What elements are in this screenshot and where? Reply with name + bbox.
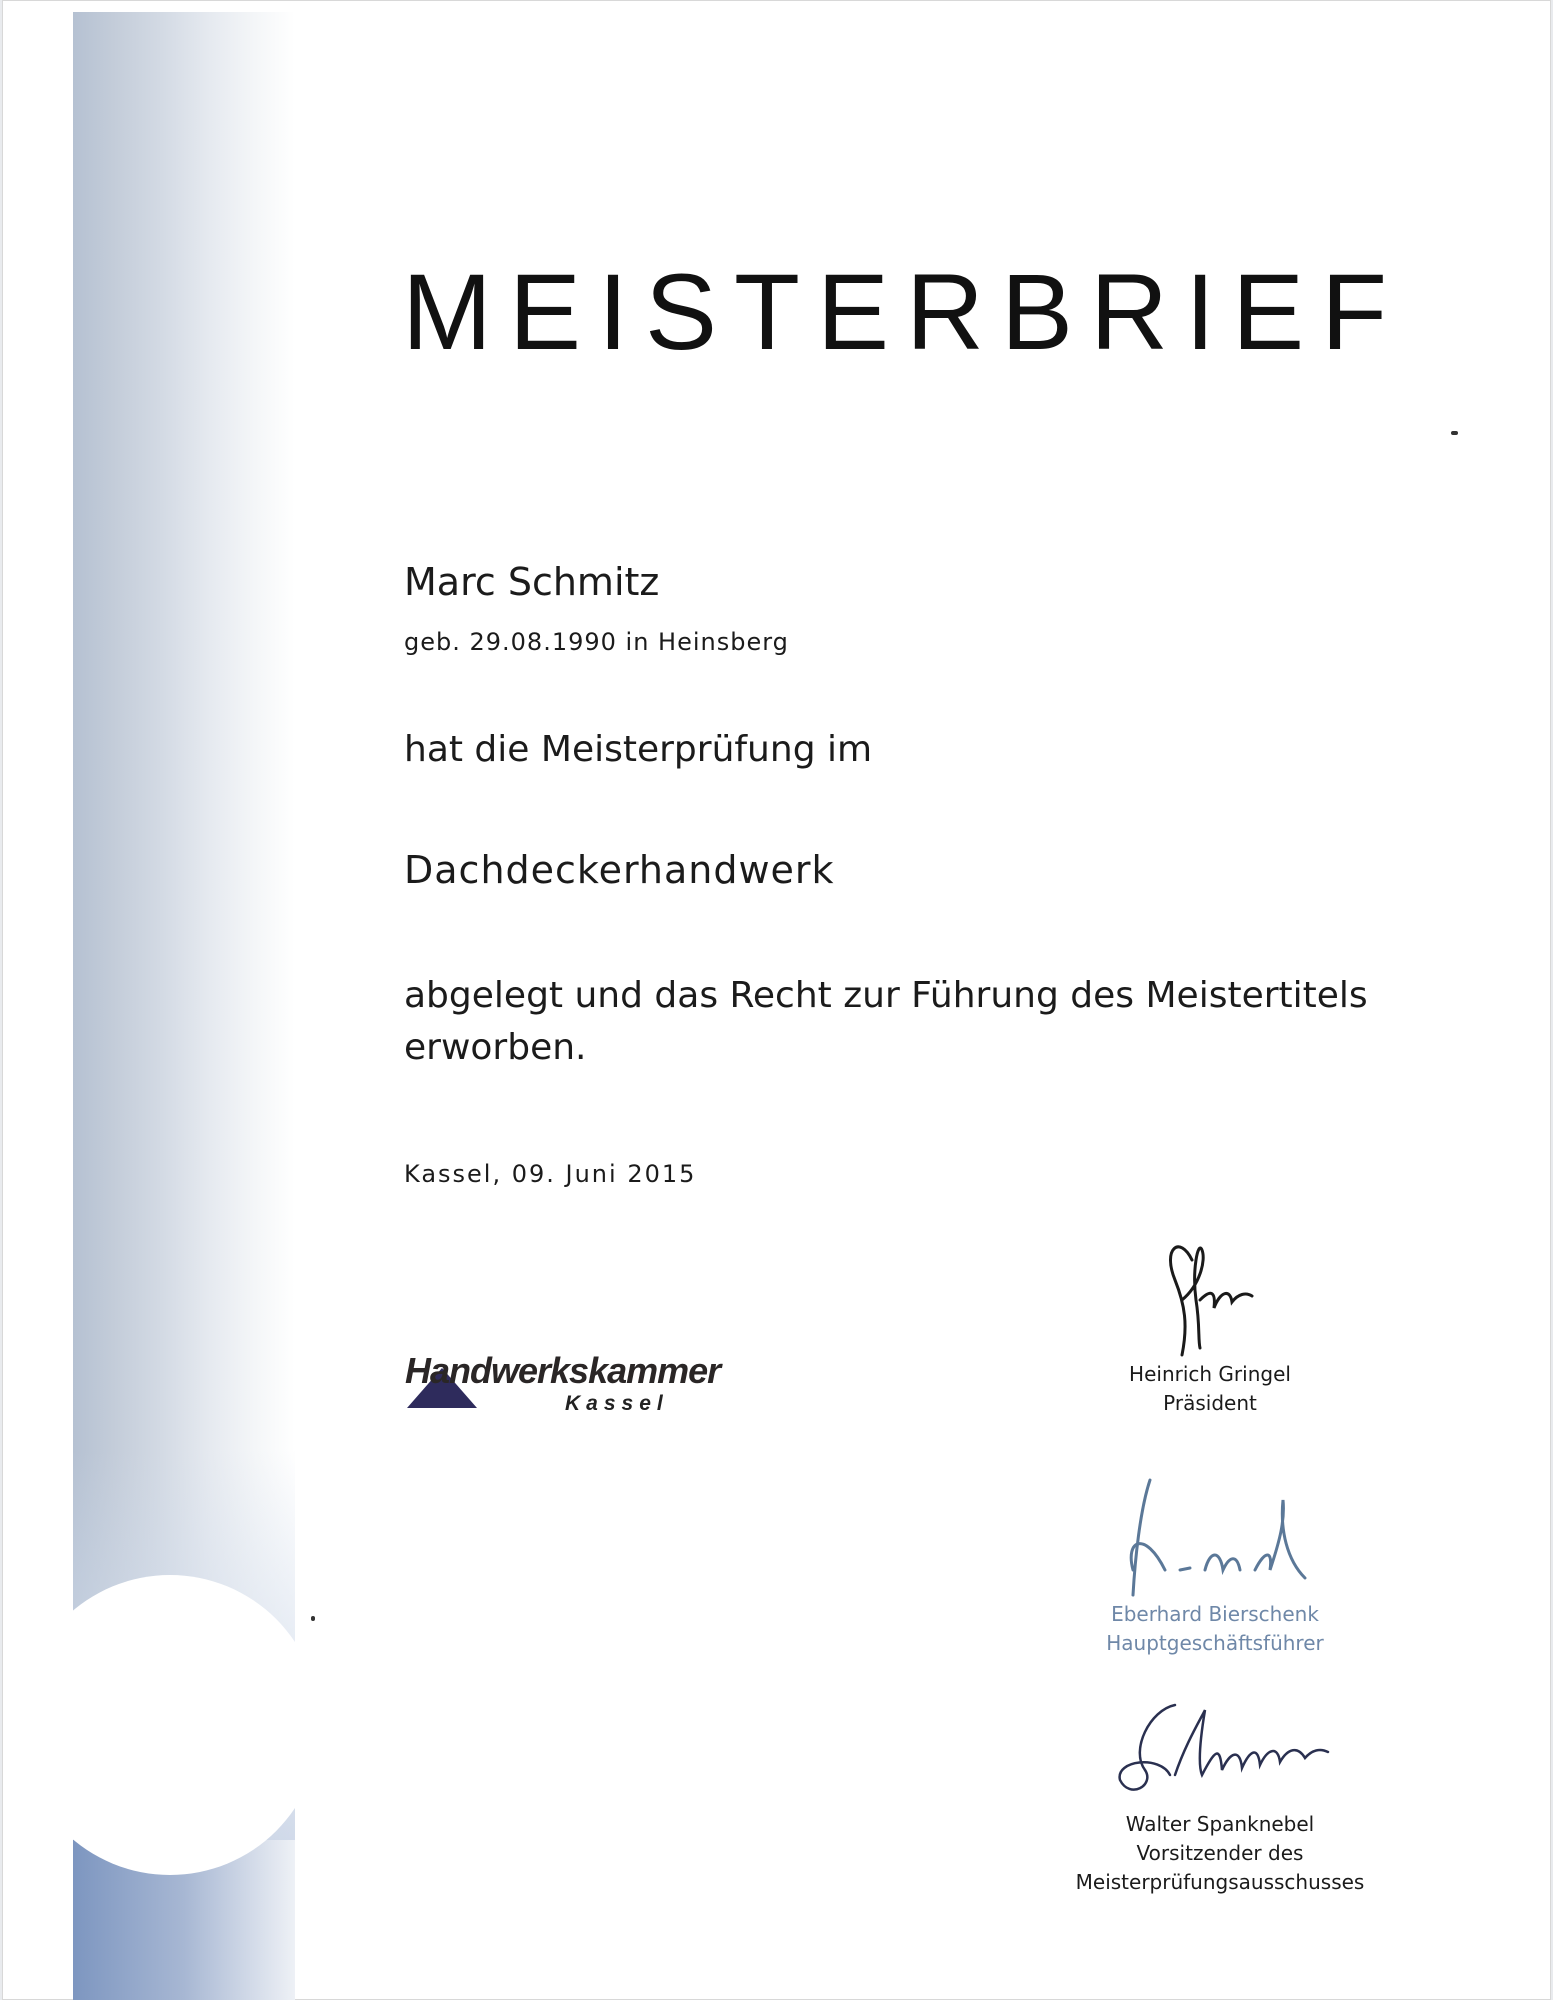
closing-line-2: erworben. xyxy=(404,1027,587,1068)
decorative-circle xyxy=(20,1575,320,1875)
signatory-name: Eberhard Bierschenk xyxy=(1111,1602,1319,1626)
signatory-role: Hauptgeschäftsführer xyxy=(1106,1631,1324,1655)
signature-gringel-icon xyxy=(1140,1230,1280,1360)
logo-wordmark: Handwerkskammer xyxy=(405,1350,721,1391)
closing-statement xyxy=(404,970,1404,1074)
signatory-name: Walter Spanknebel xyxy=(1125,1812,1315,1836)
trade-name: Dachdeckerhandwerk xyxy=(404,848,835,892)
exam-statement: hat die Meisterprüfung im xyxy=(404,729,873,770)
place-and-date: Kassel, 09. Juni 2015 xyxy=(404,1160,697,1188)
certificate-title: MEISTERBRIEF xyxy=(402,251,1405,372)
signatory-role: Präsident xyxy=(1163,1391,1257,1415)
paper-speck xyxy=(1451,431,1458,435)
signature-exam-chair xyxy=(1055,1690,1385,1897)
signature-managing-director xyxy=(1070,1470,1360,1658)
recipient-name: Marc Schmitz xyxy=(404,560,660,604)
signatory-role-line-1: Vorsitzender des xyxy=(1136,1841,1304,1865)
logo-city: Kassel xyxy=(565,1392,669,1415)
closing-line-1: abgelegt und das Recht zur Führung des Meistertitels xyxy=(404,975,1368,1016)
signature-bierschenk-icon xyxy=(1105,1470,1325,1600)
signature-president xyxy=(1080,1230,1340,1418)
handwerkskammer-logo xyxy=(405,1350,721,1425)
paper-speck xyxy=(311,1616,315,1621)
birth-info: geb. 29.08.1990 in Heinsberg xyxy=(404,628,789,656)
signature-spanknebel-icon xyxy=(1090,1690,1350,1810)
signatory-name: Heinrich Gringel xyxy=(1129,1362,1291,1386)
signatory-role-line-2: Meisterprüfungsausschusses xyxy=(1075,1870,1365,1894)
